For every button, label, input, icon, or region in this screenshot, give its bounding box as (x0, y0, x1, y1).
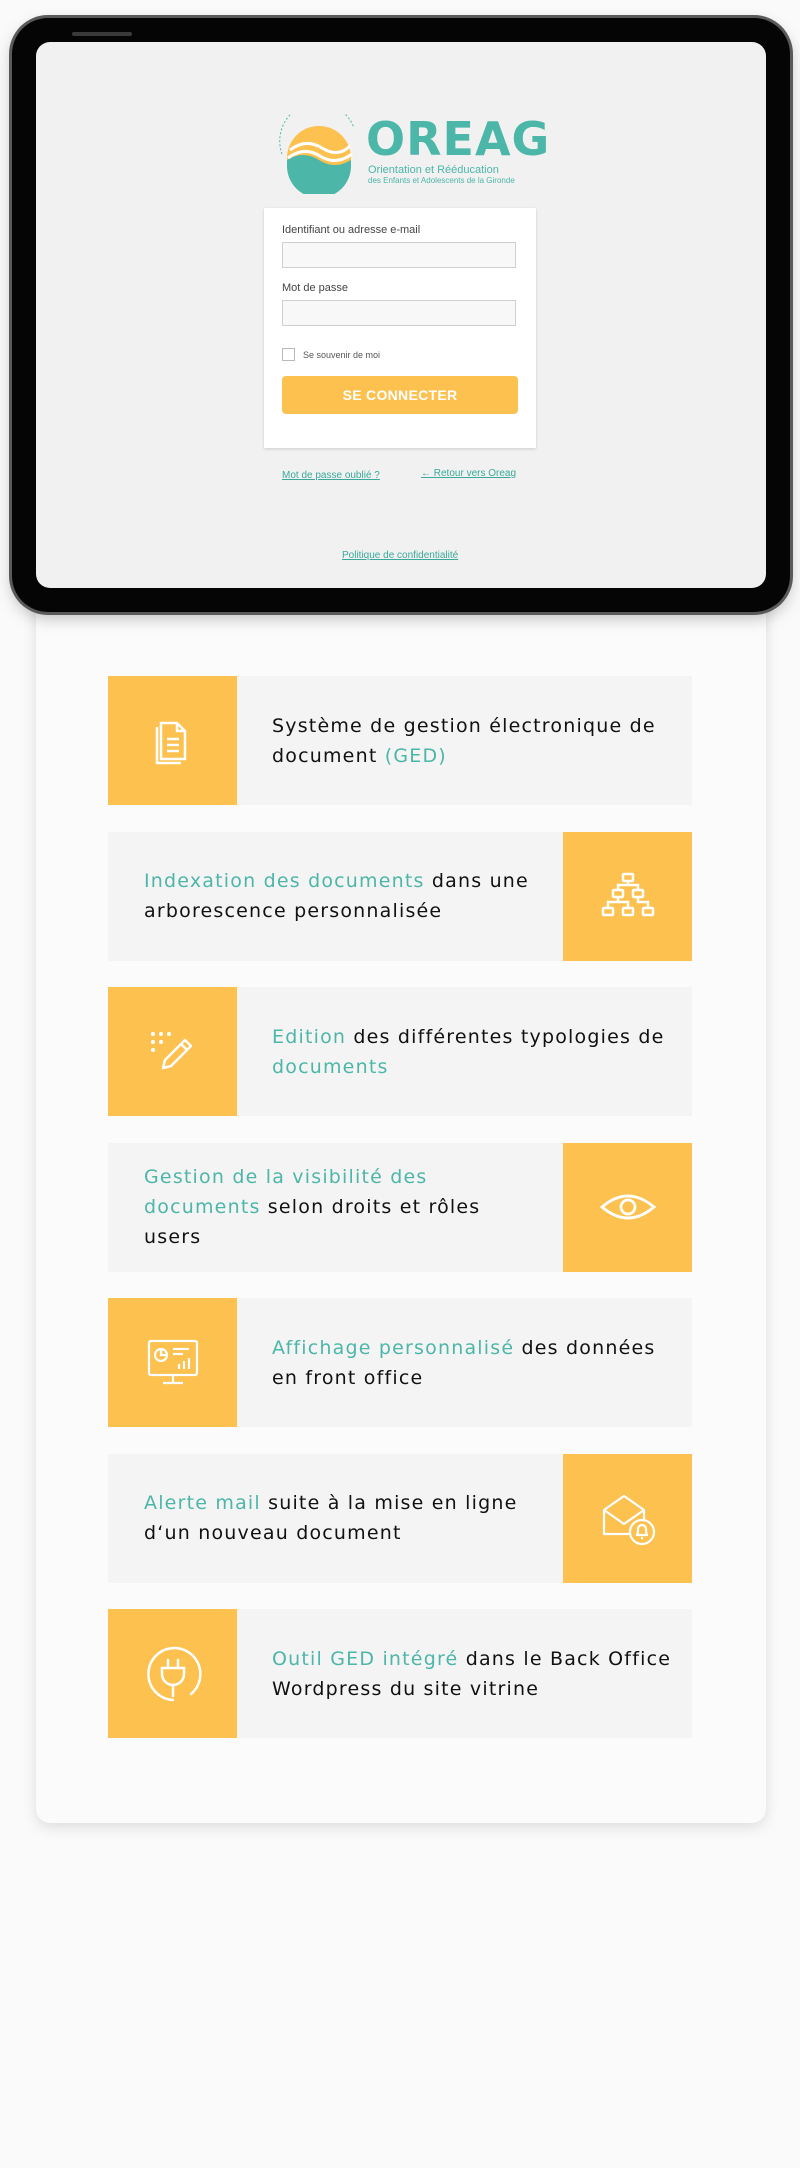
feature-text (144, 1488, 544, 1548)
feature-item (108, 1143, 692, 1272)
feature-text-part: des différentes typologies de (346, 1025, 665, 1048)
feature-item (108, 676, 692, 805)
feature-item (108, 987, 692, 1116)
plug-icon (108, 1609, 237, 1738)
feature-text (144, 866, 544, 926)
feature-highlight: Outil GED intégré (272, 1647, 459, 1670)
feature-highlight: Indexation des documents (144, 870, 425, 892)
pencil-edit-icon (108, 987, 237, 1116)
tablet-frame (12, 18, 790, 612)
feature-item (108, 1298, 692, 1427)
remember-me (282, 348, 380, 361)
feature-highlight: Alerte mail (144, 1492, 261, 1514)
feature-text-part: Système de gestion électronique de document (272, 714, 656, 767)
feature-text (144, 1162, 544, 1252)
password-input[interactable] (282, 300, 516, 326)
feature-text-part: dans le Back Office Wordpress du site vitrine (272, 1647, 672, 1700)
feature-text-part: suite à la mise en ligne d‘un nouveau document (144, 1492, 518, 1544)
feature-text (272, 1333, 672, 1393)
feature-item (108, 1454, 692, 1583)
feature-text-part: selon droits et rôles users (144, 1196, 481, 1248)
username-input[interactable] (282, 242, 516, 268)
mail-bell-icon (563, 1454, 692, 1583)
monitor-chart-icon (108, 1298, 237, 1427)
eye-icon (563, 1143, 692, 1272)
remember-label: Se souvenir de moi (303, 349, 381, 360)
login-form (264, 208, 536, 448)
back-to-oreag-link[interactable]: ← Retour vers Oreag (421, 468, 517, 479)
login-button[interactable]: SE CONNECTER (282, 376, 518, 414)
feature-text (272, 1022, 672, 1082)
logo-wordmark: OREAG (366, 112, 551, 166)
username-label: Identifiant ou adresse e-mail (282, 224, 421, 236)
login-screen (36, 42, 766, 588)
feature-highlight: Gestion de la visibilité des documents (144, 1166, 428, 1218)
remember-checkbox[interactable] (282, 348, 295, 361)
logo-subtitle-2: des Enfants et Adolescents de la Gironde (368, 176, 515, 185)
tablet-top-bar (72, 32, 132, 36)
feature-text-part: dans une arborescence personnalisée (144, 870, 529, 922)
privacy-policy-link[interactable]: Politique de confidentialité (342, 550, 459, 561)
password-label: Mot de passe (282, 282, 349, 294)
feature-text-part: des données en front office (272, 1336, 656, 1389)
feature-item (108, 1609, 692, 1738)
logo-subtitle: Orientation et Rééducation (368, 164, 499, 176)
oreag-logo-emblem (276, 114, 362, 194)
oreag-logo (276, 112, 551, 194)
feature-text (272, 1644, 672, 1704)
feature-text (272, 711, 672, 771)
document-icon (108, 676, 237, 805)
feature-highlight: Edition (272, 1025, 347, 1048)
feature-highlight: (GED) (384, 744, 447, 767)
forgot-password-link[interactable]: Mot de passe oublié ? (282, 470, 380, 481)
feature-item (108, 832, 692, 961)
feature-highlight: documents (272, 1055, 389, 1078)
feature-highlight: Affichage personnalisé (272, 1336, 515, 1359)
tree-structure-icon (563, 832, 692, 961)
